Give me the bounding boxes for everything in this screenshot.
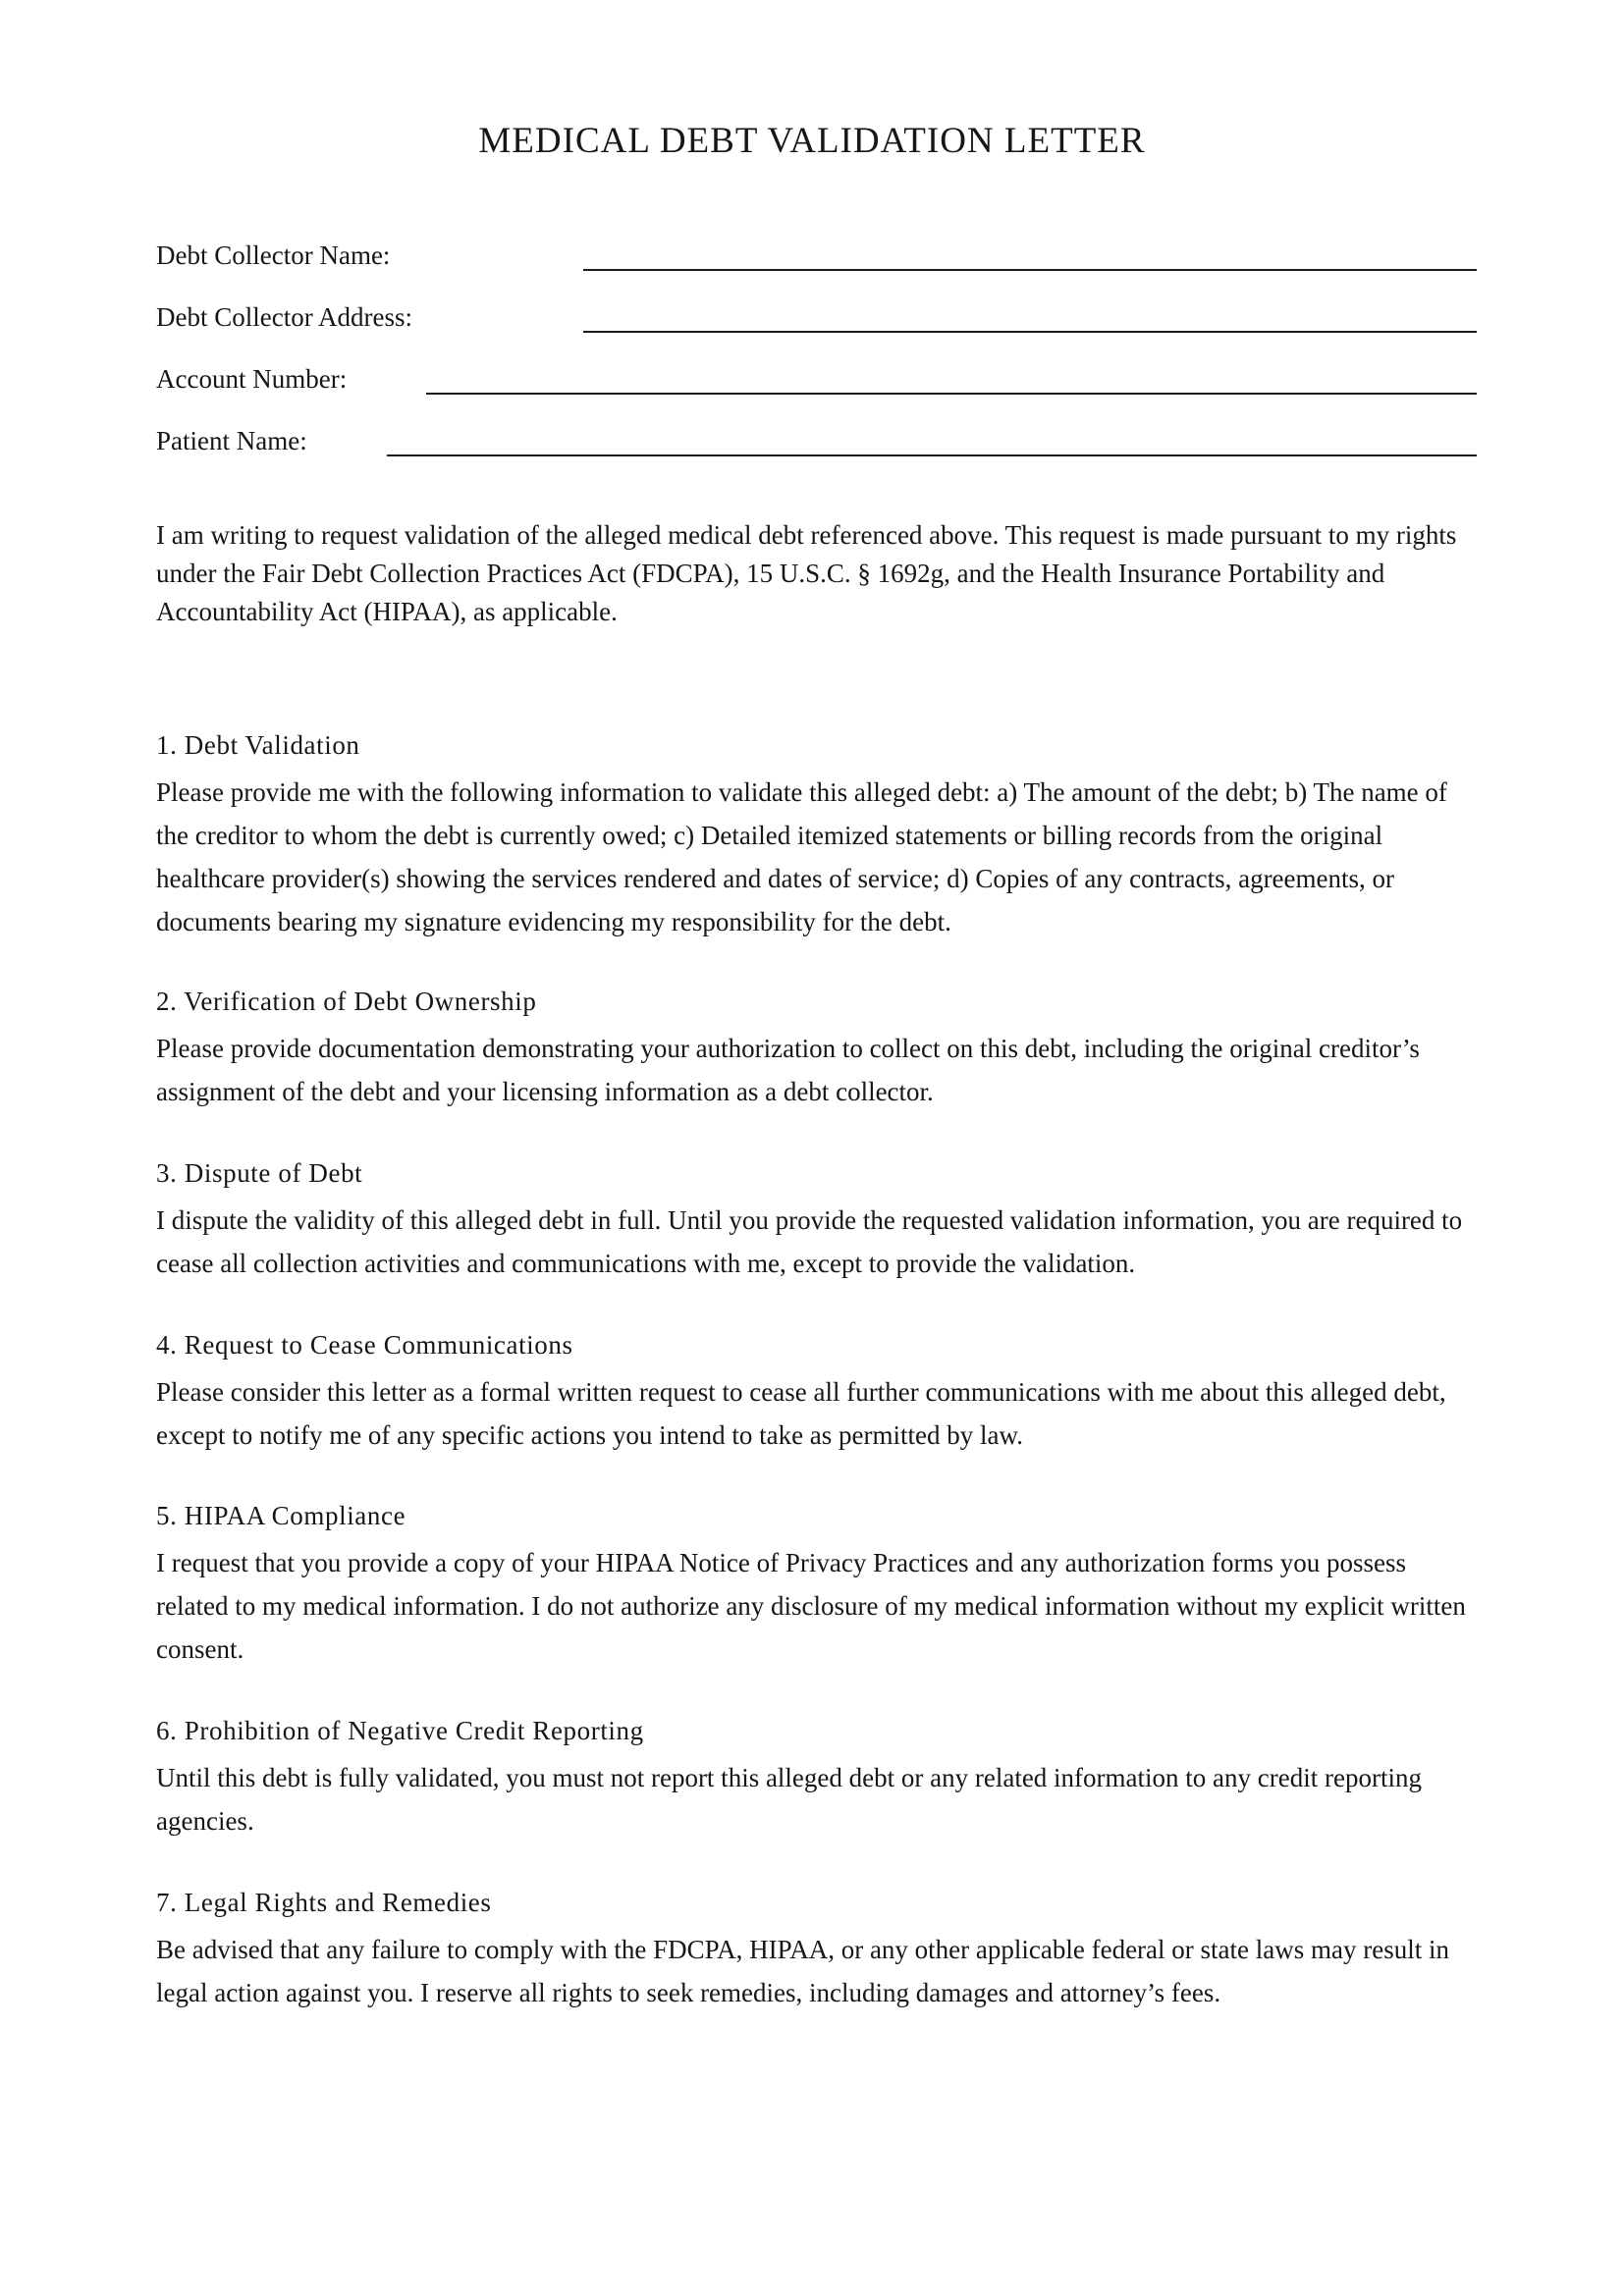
section-heading: 5. HIPAA Compliance xyxy=(156,1501,406,1530)
section-body: I request that you provide a copy of your HIPAA Notice of Privacy Practices and any authorization forms you possess related to my medical information. I do not authorize any disclosure of my medical information without my explicit written consent. xyxy=(156,1548,1466,1664)
account-number-line[interactable] xyxy=(426,393,1477,395)
section-heading: 3. Dispute of Debt xyxy=(156,1158,363,1188)
section-dispute-of-debt xyxy=(156,1153,1477,1285)
debt-collector-address-field xyxy=(156,297,1477,347)
account-number-field xyxy=(156,359,1477,408)
section-heading: 6. Prohibition of Negative Credit Reporting xyxy=(156,1716,644,1745)
section-legal-rights-and-remedies xyxy=(156,1883,1477,2014)
debt-collector-name-line[interactable] xyxy=(583,269,1477,271)
section-hipaa-compliance xyxy=(156,1496,1477,1671)
debt-collector-address-label: Debt Collector Address: xyxy=(156,302,412,332)
section-verification-of-debt-ownership xyxy=(156,982,1477,1113)
section-request-to-cease-communications xyxy=(156,1325,1477,1457)
patient-name-line[interactable] xyxy=(387,454,1477,456)
section-body: Be advised that any failure to comply with the FDCPA, HIPAA, or any other applicable federal or state laws may result in legal action against you. I reserve all rights to seek remedies, including damages and attorney’s fees. xyxy=(156,1935,1449,2007)
page-title: MEDICAL DEBT VALIDATION LETTER xyxy=(478,121,1146,161)
section-body: Please provide documentation demonstrating your authorization to collect on this debt, including the original creditor’s assignment of the debt and your licensing information as a debt collector. xyxy=(156,1034,1420,1106)
patient-name-field xyxy=(156,421,1477,470)
account-number-label: Account Number: xyxy=(156,364,348,394)
patient-name-label: Patient Name: xyxy=(156,426,307,455)
section-heading: 1. Debt Validation xyxy=(156,730,360,760)
section-body: Please consider this letter as a formal written request to cease all further communications with me about this alleged debt, except to notify me of any specific actions you intend to take as permitted by law. xyxy=(156,1377,1446,1450)
section-body: I dispute the validity of this alleged debt in full. Until you provide the requested validation information, you are required to cease all collection activities and communications with me, except to provide the validation. xyxy=(156,1205,1463,1278)
section-body: Please provide me with the following information to validate this alleged debt: a) The amount of the debt; b) The name of the creditor to whom the debt is currently owed; c) Detailed itemized statements or billing records from the original healthcare provider(s) showing the services rendered and dates of service; d) Copies of any contracts, agreements, or documents bearing my signature evidencing my responsibility for the debt. xyxy=(156,777,1447,936)
section-heading: 4. Request to Cease Communications xyxy=(156,1330,573,1360)
debt-collector-name-field xyxy=(156,236,1477,285)
section-debt-validation xyxy=(156,725,1477,943)
intro-paragraph: I am writing to request validation of the alleged medical debt referenced above. This request is made pursuant to my rights under the Fair Debt Collection Practices Act (FDCPA), 15 U.S.C. § 1692g, and the Health Insurance Portability and Accountability Act (HIPAA), as applicable. xyxy=(156,520,1457,626)
section-heading: 2. Verification of Debt Ownership xyxy=(156,987,537,1016)
section-body: Until this debt is fully validated, you must not report this alleged debt or any related information to any credit reporting agencies. xyxy=(156,1763,1422,1836)
section-heading: 7. Legal Rights and Remedies xyxy=(156,1888,492,1917)
debt-collector-address-line[interactable] xyxy=(583,331,1477,333)
section-prohibition-of-negative-credit-reporting xyxy=(156,1711,1477,1842)
debt-collector-name-label: Debt Collector Name: xyxy=(156,240,391,270)
